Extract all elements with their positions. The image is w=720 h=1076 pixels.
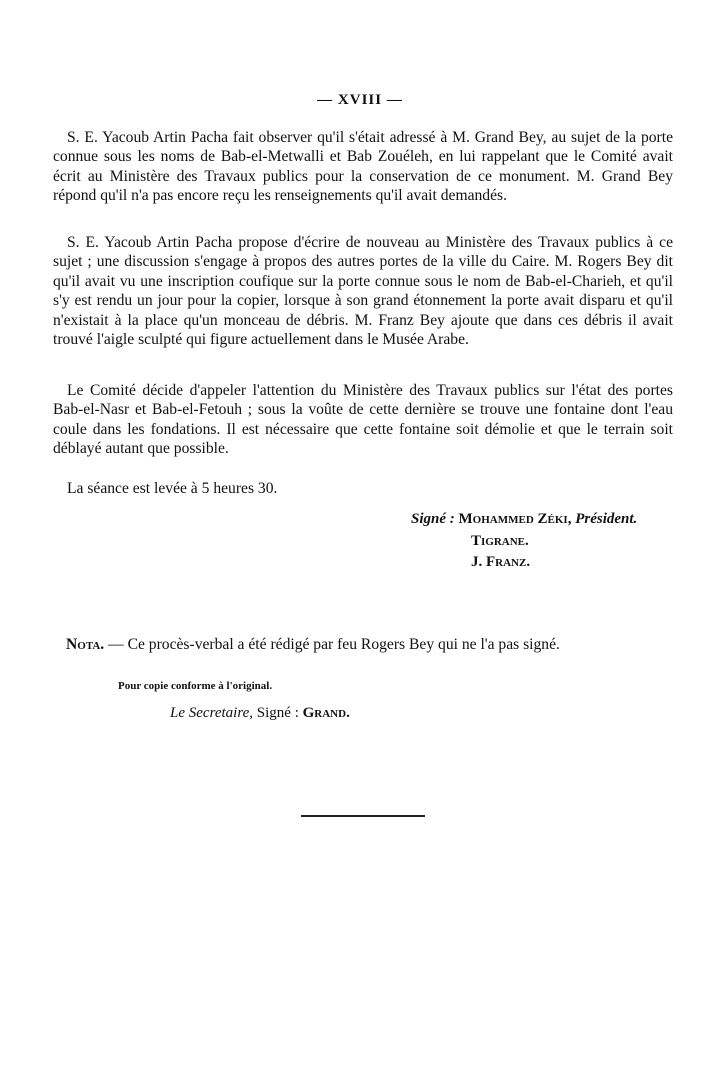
secretaire-signe: Signé : xyxy=(256,705,299,721)
secretaire-label: Le Secretaire, xyxy=(170,705,254,721)
nota-text: — Ce procès-verbal a été rédigé par feu Rogers Bey qui ne l'a pas signé. xyxy=(108,636,560,653)
paragraph-4: La séance est levée à 5 heures 30. xyxy=(67,480,278,497)
nota-note xyxy=(66,635,673,654)
signe-label: Signé : xyxy=(411,511,455,527)
president-title: Président. xyxy=(575,511,638,527)
signature-president xyxy=(411,510,637,529)
president-name: Mohammed Zéki, xyxy=(458,511,572,527)
paragraph-2: S. E. Yacoub Artin Pacha propose d'écrire de nouveau au Ministère des Travaux publics à ce sujet ; une discussion s'engage à propos des autres portes de la ville du Caire. M. Rogers Bey dit qu'il avait vu une inscription coufique sur la porte connue sous le nom de Bab-el-Charieh, et qu'il s'y est rendu un jour pour la copier, lorsque à son grand étonnement la porte avait disparu et qu'il n'existait à la place qu'un monceau de débris. M. Franz Bey ajoute que dans ces débris il avait trouvé l'aigle sculpté qui figure actuellement dans le Musée Arabe. xyxy=(53,234,673,349)
copie-conforme: Pour copie conforme à l'original. xyxy=(118,680,273,692)
signature-tigrane: Tigrane. xyxy=(471,533,529,549)
nota-label: Nota. xyxy=(66,636,105,653)
secretaire-line xyxy=(170,705,350,722)
page-number: — XVIII — xyxy=(317,92,403,108)
signature-franz: J. Franz. xyxy=(471,554,531,570)
paragraph-1: S. E. Yacoub Artin Pacha fait observer qu'il s'était adressé à M. Grand Bey, au sujet de la porte connue sous les noms de Bab-el-Metwalli et Bab Zouéleh, en lui rappelant que le Comité avait écrit au Ministère des Travaux publics pour la conservation de ce monument. M. Grand Bey répond qu'il n'a pas encore reçu les renseignements qu'il avait demandés. xyxy=(53,129,673,205)
paragraph-3: Le Comité décide d'appeler l'attention du Ministère des Travaux publics sur l'état des portes Bab-el-Nasr et Bab-el-Fetouh ; sous la voûte de cette dernière se trouve une fontaine dont l'eau coule dans les fondations. Il est nécessaire que cette fontaine soit démolie et que le terrain soit déblayé autant que possible. xyxy=(53,382,673,458)
secretaire-name: Grand. xyxy=(302,705,350,721)
end-rule xyxy=(301,815,425,817)
